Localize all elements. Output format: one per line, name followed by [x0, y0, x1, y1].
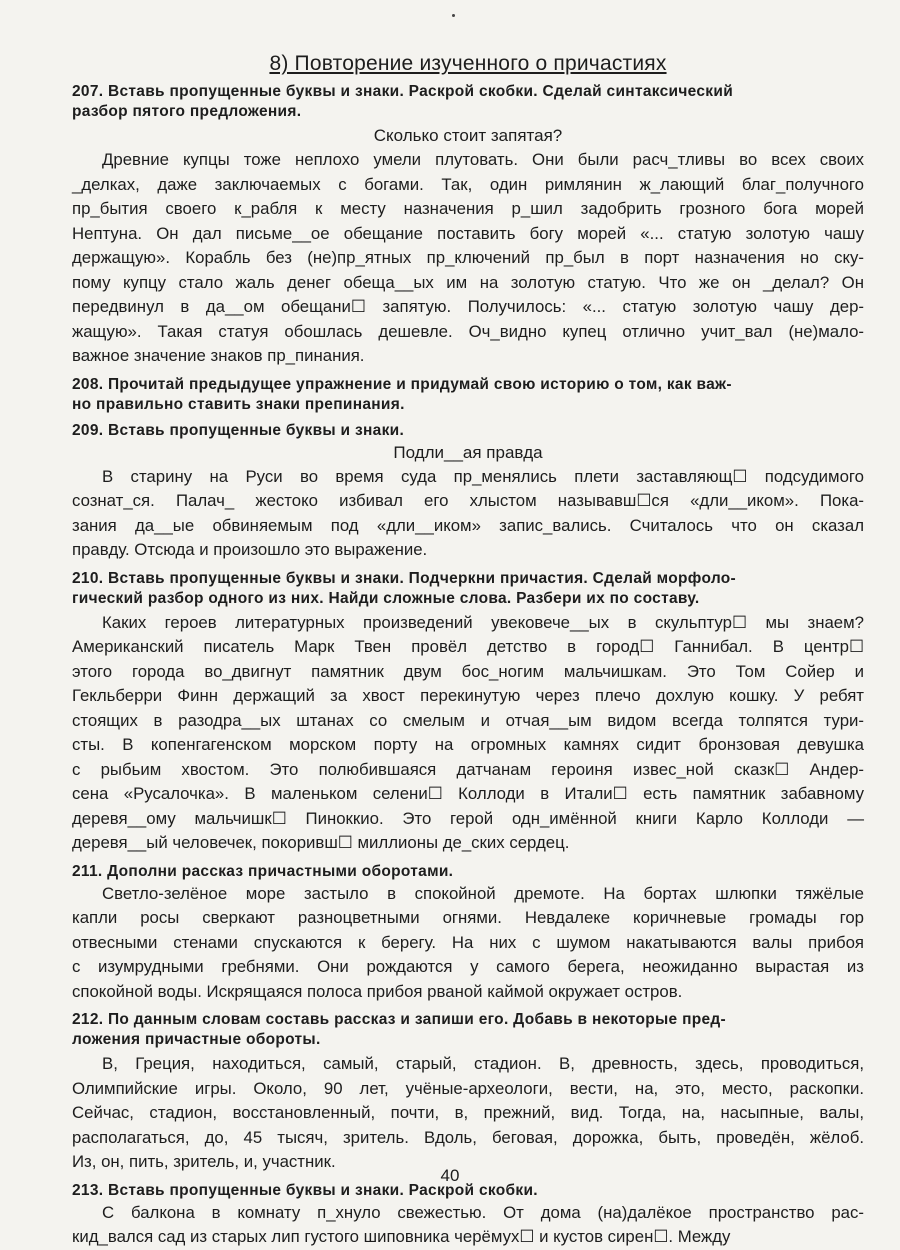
text-line: Сейчас, стадион, восстановленный, почти, в, прежний, вид. Тогда, на, насыпные, валы,: [72, 1103, 864, 1122]
text-line: стоящих в разодра__ых штанах со смелым и отчая__ым видом всегда толпятся тури-: [72, 710, 864, 730]
text-line: важное значение знаков пр_пинания.: [72, 346, 365, 365]
text-line: Олимпийские игры. Около, 90 лет, учёные-археологи, вести, на, это, место, раскопки.: [72, 1078, 864, 1098]
text-line: В старину на Руси во время суда пр_менялись плети заставляющ☐ подсудимого: [102, 466, 864, 486]
exercise-heading: разбор пятого предложения.: [72, 103, 302, 120]
exercise-text: [72, 882, 864, 1005]
text-line: Американский писатель Марк Твен провёл детство в город☐ Ганнибал. В центр☐: [72, 637, 864, 656]
exercise-text: [72, 611, 864, 856]
exercise-block: [72, 82, 864, 369]
top-dot-mark: [452, 14, 455, 17]
text-line: этого города во_двигнут памятник двум бос_ногим мальчишкам. Это Том Сойер и: [72, 661, 864, 681]
exercise-heading: 210. Вставь пропущенные буквы и знаки. Подчеркни причастия. Сделай морфоло-: [72, 569, 736, 587]
exercise-heading: 209. Вставь пропущенные буквы и знаки.: [72, 421, 405, 439]
exercise-heading: 207. Вставь пропущенные буквы и знаки. Раскрой скобки. Сделай синтаксический: [72, 83, 734, 100]
text-line: Из, он, пить, зритель, и, участник.: [72, 1152, 336, 1171]
exercise-heading: 208. Прочитай предыдущее упражнение и придумай свою историю о том, как важ-: [72, 375, 732, 393]
text-line: деревя__ому мальчишк☐ Пиноккио. Это герой одн_имённой книги Карло Коллоди —: [72, 808, 864, 828]
text-line: правду. Отсюда и произошло это выражение.: [72, 540, 428, 559]
text-line: с изумрудными гребнями. Они рождаются у самого берега, неожиданно вырастая из: [72, 957, 864, 976]
text-line: сты. В копенгагенском морском порту на огромных камнях сидит бронзовая девушка: [72, 735, 864, 754]
exercise-block: [72, 421, 864, 563]
text-line: Светло-зелёное море застыло в спокойной дремоте. На бортах шлюпки тяжёлые: [102, 883, 864, 903]
text-line: с рыбьим хвостом. Это полюбившаяся датчанам героиня извес_ной сказк☐ Андер-: [72, 759, 864, 779]
text-line: пому купцу стало жаль денег обеща__ых им на золотую статую. Что же он _делал? Он: [72, 272, 864, 292]
text-line: располагаться, до, 45 тысяч, зритель. Вдоль, беговая, дорожка, быть, проведён, жёлоб.: [72, 1127, 864, 1147]
exercise-heading: ложения причастные обороты.: [72, 1031, 321, 1048]
exercise-block: [72, 569, 864, 856]
text-line: передвинул в да__ом обещани☐ запятую. Получилось: «... статую золотую чашу дер-: [72, 297, 864, 316]
text-line: Древние купцы тоже неплохо умели плутовать. Они были расч_тливы во всех своих: [102, 150, 864, 169]
text-line: капли росы сверкают разноцветными огнями. Невдалеке коричневые громады гор: [72, 908, 864, 927]
exercise-heading: 211. Дополни рассказ причастными оборотами.: [72, 862, 454, 880]
text-line: сознат_ся. Палач_ жестоко избивал его хлыстом называвш☐ся «дли__иком». Пока-: [72, 491, 864, 510]
exercise-block: [72, 1010, 864, 1175]
exercise-subtitle: Сколько стоит запятая?: [373, 126, 563, 145]
exercise-text: [72, 1201, 864, 1250]
section-title: 8) Повторение изученного о причастиях: [269, 52, 667, 75]
text-line: отвесными стенами спускаются к берегу. На них с шумом накатываются валы прибоя: [72, 932, 864, 952]
text-line: пр_бытия своего к_рабля к месту назначения р_шил задобрить грозного бога морей: [72, 199, 864, 218]
text-line: Нептуна. Он дал письме__ое обещание поставить богу морей «... статую золотую чашу: [72, 223, 864, 243]
exercise-heading: гический разбор одного из них. Найди сложные слова. Разбери их по составу.: [72, 589, 700, 607]
text-line: деревя__ый человечек, покоривш☐ миллионы де_ских сердец.: [72, 833, 570, 852]
exercise-block: [72, 375, 864, 415]
exercise-text: [72, 1052, 864, 1175]
text-line: спокойной воды. Искрящаяся полоса прибоя рваной каймой окружает остров.: [72, 981, 683, 1001]
text-line: Гекльберри Финн держащий за хвост перекинутую через плечо дохлую кошку. У ребят: [72, 686, 864, 705]
exercise-subtitle: Подли__ая правда: [393, 442, 543, 462]
exercise-block: [72, 1181, 864, 1250]
exercise-heading: но правильно ставить знаки препинания.: [72, 395, 405, 413]
exercise-heading: 212. По данным словам составь рассказ и запиши его. Добавь в некоторые пред-: [72, 1011, 727, 1028]
text-line: сена «Русалочка». В маленьком селени☐ Коллоди в Итали☐ есть памятник забавному: [72, 784, 864, 803]
text-line: С балкона в комнату п_хнуло свежестью. От дома (на)далёкое пространство рас-: [102, 1202, 864, 1222]
text-line: держащую». Корабль без (не)пр_ятных пр_ключений пр_был в порт назначения но ску-: [72, 248, 864, 267]
text-line: В, Греция, находиться, самый, старый, стадион. В, древность, здесь, проводиться,: [102, 1054, 864, 1073]
exercise-block: [72, 862, 864, 1005]
page-number: 40: [440, 1166, 460, 1185]
exercise-text: [72, 148, 864, 369]
exercise-heading: 213. Вставь пропущенные буквы и знаки. Раскрой скобки.: [72, 1181, 538, 1199]
text-line: зания да__ые обвиняемым под «дли__иком» запис_вались. Считалось что он сказал: [72, 515, 864, 535]
text-line: жащую». Такая статуя обошлась дешевле. Оч_видно купец отлично учит_вал (не)мало-: [72, 321, 864, 341]
text-line: кид_вался сад из старых лип густого шиповника черёмух☐ и кустов сирен☐. Между: [72, 1227, 731, 1246]
tasks-container: [72, 82, 864, 1250]
text-line: Каких героев литературных произведений увековече__ых в скульптур☐ мы знаем?: [102, 612, 864, 632]
text-line: _делках, даже заключаемых с богами. Так, один римлянин ж_лающий благ_получного: [72, 174, 864, 194]
exercise-text: [72, 465, 864, 563]
